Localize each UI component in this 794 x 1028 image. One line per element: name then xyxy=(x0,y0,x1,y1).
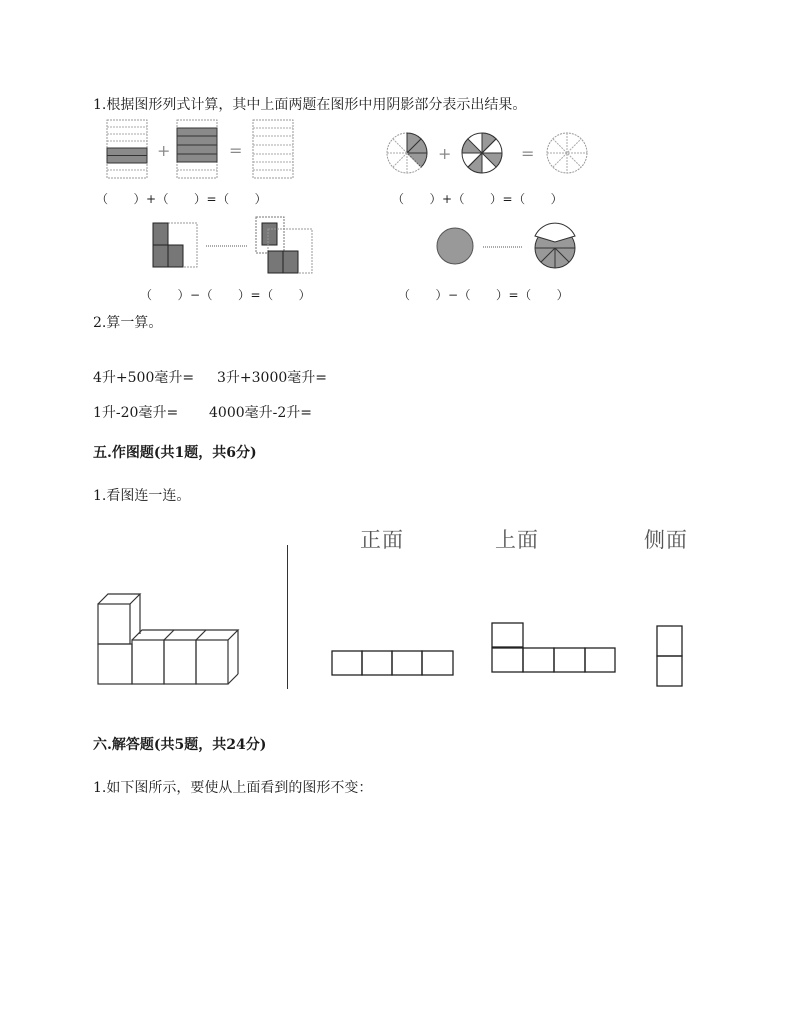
cube-stack-figure xyxy=(96,590,246,690)
q1-instruction: 1.根据图形列式计算，其中上面两题在图形中用阴影部分表示出结果。 xyxy=(93,97,527,113)
view-label-top: 上面 xyxy=(495,528,539,552)
calc-item-2: 3升+3000毫升= xyxy=(217,370,327,386)
section5-heading: 五.作图题(共1题，共6分) xyxy=(93,445,257,461)
rect-a xyxy=(107,120,147,178)
equals-sign: = xyxy=(521,144,535,163)
calc-item-3: 1升-20毫升= xyxy=(93,405,179,421)
rect-b xyxy=(177,120,217,178)
plus-sign: + xyxy=(438,144,452,163)
equals-sign: = xyxy=(229,141,243,160)
row2-left-equation: （ ）−（ ）=（ ） xyxy=(140,288,312,302)
row1-right-equation: （ ）+（ ）=（ ） xyxy=(392,192,564,206)
plus-sign: + xyxy=(157,141,171,160)
calc-item-4: 4000毫升-2升= xyxy=(209,405,312,421)
fraction-circle-figure xyxy=(385,130,615,178)
subtract-square-figure xyxy=(148,215,323,280)
circle-full xyxy=(437,228,473,264)
circle-a xyxy=(387,133,427,173)
circle-b xyxy=(462,133,502,173)
side-view-figure[interactable] xyxy=(656,625,683,687)
top-view-figure[interactable] xyxy=(491,622,617,674)
circle-cut xyxy=(535,223,575,268)
vertical-divider xyxy=(287,545,288,689)
fraction-rect-figure xyxy=(105,118,305,184)
square-b xyxy=(256,217,312,273)
row2-right-equation: （ ）−（ ）=（ ） xyxy=(398,288,570,302)
section5-q1: 1.看图连一连。 xyxy=(93,488,191,504)
subtract-circle-figure xyxy=(435,220,585,275)
view-label-front: 正面 xyxy=(360,528,404,552)
section6-heading: 六.解答题(共5题，共24分) xyxy=(93,737,267,753)
circle-c xyxy=(547,133,587,173)
section6-q1: 1.如下图所示，要使从上面看到的图形不变： xyxy=(93,780,373,796)
q2-title: 2.算一算。 xyxy=(93,315,163,331)
row1-left-equation: （ ）+（ ）=（ ） xyxy=(96,192,268,206)
view-label-side: 侧面 xyxy=(644,528,688,552)
square-a xyxy=(153,223,197,267)
rect-c xyxy=(253,120,293,178)
front-view-figure[interactable] xyxy=(331,650,455,676)
calc-item-1: 4升+500毫升= xyxy=(93,370,195,386)
